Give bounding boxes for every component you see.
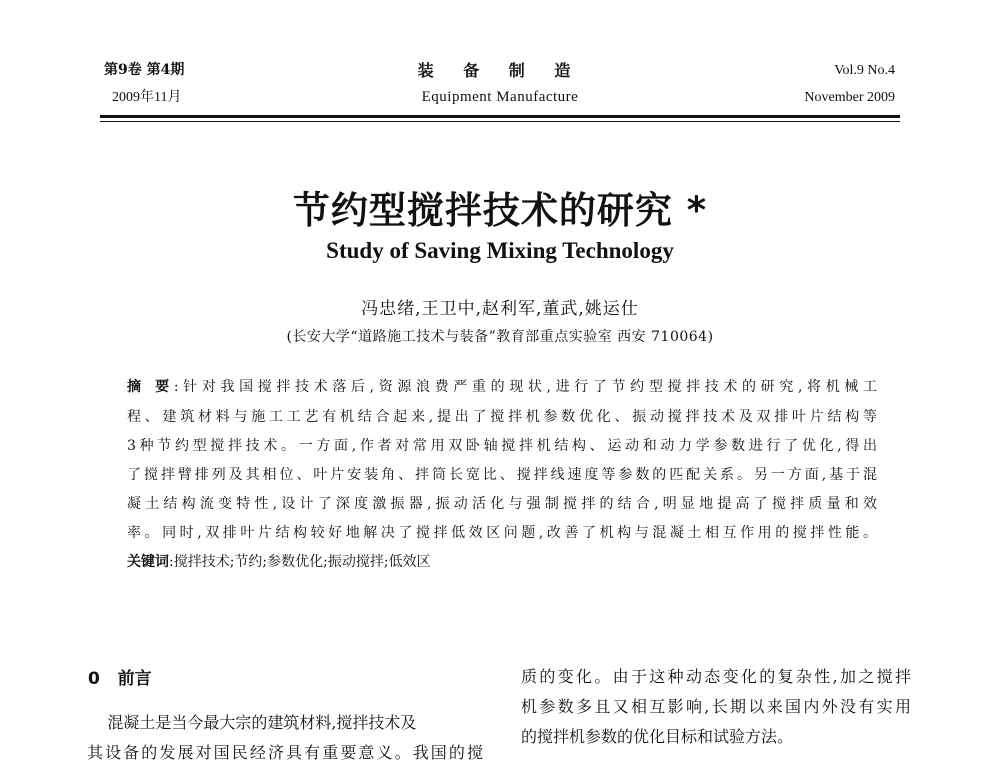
abstract-line: 凝土结构流变特性,设计了深度激振器,振动活化与强制搅拌的结合,明显地提高了搅拌质量和效	[127, 496, 877, 512]
date-en: November 2009	[804, 90, 895, 105]
journal-name-cn: 装 备 制 造	[417, 61, 583, 80]
paper-title-cn: 节约型搅拌技术的研究 *	[292, 189, 708, 232]
header-rule-thin	[100, 121, 900, 122]
keywords-line	[127, 551, 877, 571]
affiliation: (长安大学“道路施工技术与装备”教育部重点实验室 西安 710064)	[286, 329, 714, 345]
keywords: :搅拌技术;节约;参数优化;振动搅拌;低效区	[169, 554, 431, 570]
paper-title-en: Study of Saving Mixing Technology	[326, 238, 674, 263]
paragraph-line: 的搅拌机参数的优化目标和试验方法。	[521, 727, 794, 746]
abstract-line: 了搅拌臂排列及其相位、叶片安装角、拌筒长宽比、搅拌线速度等参数的匹配关系。另一方面,基于混	[127, 467, 877, 483]
paragraph-line: 机参数多且又相互影响,长期以来国内外没有实用	[521, 697, 911, 716]
paragraph-line: 其设备的发展对国民经济具有重要意义。我国的搅	[87, 743, 483, 762]
abstract-label: 摘 要	[127, 379, 174, 395]
paragraph-line: 混凝土是当今最大宗的建筑材料,搅拌技术及	[87, 713, 417, 732]
volume-issue-en: Vol.9 No.4	[834, 63, 895, 78]
header-rule-thick	[100, 115, 900, 118]
abstract-line: 3种节约型搅拌技术。一方面,作者对常用双卧轴搅拌机结构、运动和动力学参数进行了优化,得出	[127, 438, 877, 454]
keywords-label: 关键词	[127, 554, 169, 570]
paragraph-line: 质的变化。由于这种动态变化的复杂性,加之搅拌	[521, 667, 911, 686]
abstract-line: 程、建筑材料与施工工艺有机结合起来,提出了搅拌机参数优化、振动搅拌技术及双排叶片结构等	[127, 409, 877, 425]
journal-name-en: Equipment Manufacture	[421, 89, 579, 105]
authors: 冯忠绪,王卫中,赵利军,董武,姚运仕	[361, 299, 639, 319]
abstract-line: 率。同时,双排叶片结构较好地解决了搅拌低效区问题,改善了机构与混凝土相互作用的搅拌性能。	[127, 525, 877, 541]
date-cn: 2009年11月	[112, 90, 182, 105]
section-title: 0 前言	[88, 669, 152, 689]
volume-issue-cn: 第9卷 第4期	[104, 62, 185, 78]
abstract-line: 摘 要:针对我国搅拌技术落后,资源浪费严重的现状,进行了节约型搅拌技术的研究,将机械工	[127, 379, 877, 395]
